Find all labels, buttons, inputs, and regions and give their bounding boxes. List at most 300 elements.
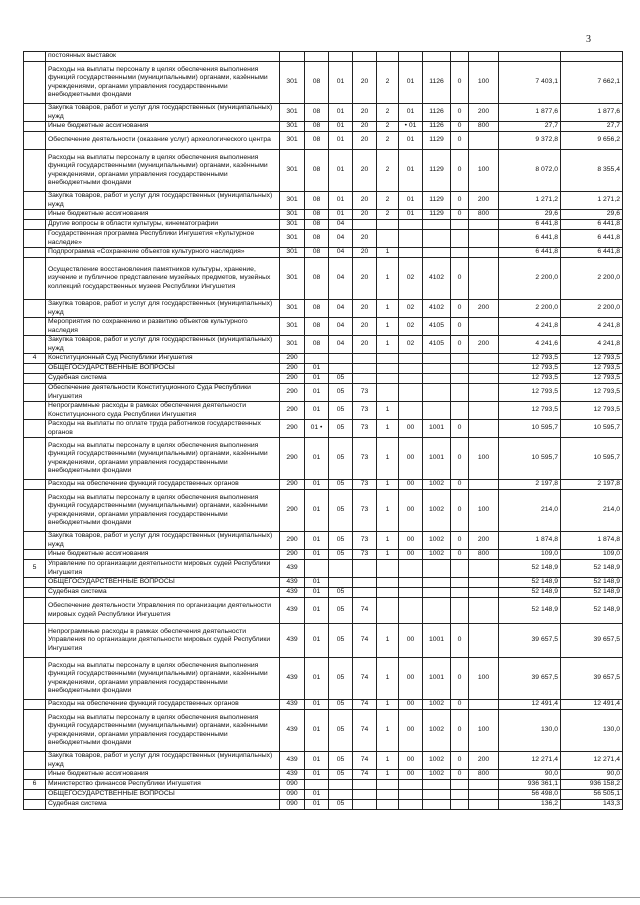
code-ministry: 439 — [280, 752, 305, 770]
amount-year-2: 12 793,5 — [561, 374, 623, 384]
code-section: 08 — [305, 300, 329, 318]
amount-year-1: 1 877,6 — [499, 104, 561, 122]
code-subsection: 05 — [329, 480, 353, 490]
code-direction — [423, 780, 451, 790]
row-number — [24, 700, 46, 710]
code-subprogram: 1 — [377, 700, 399, 710]
amount-year-2: 10 595,7 — [561, 438, 623, 480]
amount-year-2: 52 148,9 — [561, 578, 623, 588]
code-event — [399, 354, 423, 364]
row-number — [24, 438, 46, 480]
code-section: 01 — [305, 374, 329, 384]
table-row — [24, 52, 623, 62]
amount-year-1: 52 148,9 — [499, 578, 561, 588]
code-extra: 0 — [451, 550, 469, 560]
code-subsection: 01 — [329, 122, 353, 132]
code-extra — [451, 790, 469, 800]
amount-year-2: 52 148,9 — [561, 598, 623, 624]
code-subsection: 05 — [329, 420, 353, 438]
code-section: 01 — [305, 658, 329, 700]
amount-year-2: 10 595,7 — [561, 420, 623, 438]
code-event: 01 — [399, 104, 423, 122]
code-subprogram: 2 — [377, 150, 399, 192]
code-ministry: 301 — [280, 230, 305, 248]
code-subprogram — [377, 354, 399, 364]
amount-year-1: 10 595,7 — [499, 438, 561, 480]
code-direction: 1129 — [423, 150, 451, 192]
code-expense-type — [469, 318, 499, 336]
amount-year-2: 12 793,5 — [561, 354, 623, 364]
code-event: 01 — [399, 210, 423, 220]
code-subsection: 04 — [329, 248, 353, 258]
row-number — [24, 248, 46, 258]
code-ministry: 301 — [280, 62, 305, 104]
row-number — [24, 790, 46, 800]
code-subprogram: 1 — [377, 658, 399, 700]
row-name: ОБЩЕГОСУДАРСТВЕННЫЕ ВОПРОСЫ — [46, 790, 280, 800]
code-section — [305, 780, 329, 790]
code-subprogram — [377, 374, 399, 384]
amount-year-2: 39 657,5 — [561, 658, 623, 700]
code-extra: 0 — [451, 150, 469, 192]
code-extra: 0 — [451, 300, 469, 318]
code-event: 02 — [399, 300, 423, 318]
code-program: 74 — [353, 700, 377, 710]
amount-year-2: 143,3 — [561, 800, 623, 810]
code-extra: 0 — [451, 480, 469, 490]
code-program — [353, 578, 377, 588]
row-name: Расходы на выплаты персоналу в целях обеспечения выполнения функций государственными (муниципальными) органами, казёнными учреждениями, органами управления государственными внебюджетными фондами — [46, 710, 280, 752]
code-program: 20 — [353, 318, 377, 336]
code-section — [305, 52, 329, 62]
code-subsection — [329, 52, 353, 62]
code-extra — [451, 52, 469, 62]
amount-year-2: 90,0 — [561, 770, 623, 780]
amount-year-1: 6 441,8 — [499, 220, 561, 230]
code-program: 20 — [353, 248, 377, 258]
row-name: Расходы на выплаты персоналу в целях обеспечения выполнения функций государственными (муниципальными) органами, казёнными учреждениями, органами управления государственными внебюджетными фондами — [46, 658, 280, 700]
row-number — [24, 132, 46, 150]
row-name: Непрограммные расходы в рамках обеспечения деятельности Конституционного суда Республики Ингушетия — [46, 402, 280, 420]
code-program — [353, 800, 377, 810]
code-event — [399, 384, 423, 402]
code-expense-type: 200 — [469, 336, 499, 354]
code-subprogram: 2 — [377, 122, 399, 132]
code-ministry: 439 — [280, 710, 305, 752]
code-event: 00 — [399, 770, 423, 780]
amount-year-2: 12 793,5 — [561, 364, 623, 374]
code-extra: 0 — [451, 752, 469, 770]
code-expense-type — [469, 220, 499, 230]
code-expense-type: 100 — [469, 490, 499, 532]
row-number — [24, 52, 46, 62]
amount-year-1: 12 491,4 — [499, 700, 561, 710]
table-row — [24, 402, 623, 420]
code-expense-type — [469, 560, 499, 578]
code-subprogram: 2 — [377, 104, 399, 122]
row-name: Расходы на выплаты персоналу в целях обеспечения выполнения функций государственными (муниципальными) органами, казёнными учреждениями, органами управления государственными внебюджетными фондами — [46, 438, 280, 480]
table-row — [24, 532, 623, 550]
row-number — [24, 578, 46, 588]
code-expense-type — [469, 248, 499, 258]
code-expense-type — [469, 588, 499, 598]
table-row — [24, 374, 623, 384]
code-expense-type: 200 — [469, 752, 499, 770]
code-program: 20 — [353, 192, 377, 210]
amount-year-2: 130,0 — [561, 710, 623, 752]
code-ministry: 439 — [280, 700, 305, 710]
row-number — [24, 800, 46, 810]
code-subsection: 04 — [329, 318, 353, 336]
code-expense-type — [469, 364, 499, 374]
row-name: Государственная программа Республики Ингушетия «Культурное наследие» — [46, 230, 280, 248]
row-number — [24, 490, 46, 532]
row-number — [24, 230, 46, 248]
code-direction — [423, 248, 451, 258]
code-direction: 1129 — [423, 132, 451, 150]
code-ministry: 439 — [280, 578, 305, 588]
code-direction — [423, 790, 451, 800]
code-subsection: 01 — [329, 192, 353, 210]
code-section: 08 — [305, 62, 329, 104]
code-subsection: 05 — [329, 770, 353, 780]
code-event: 00 — [399, 752, 423, 770]
code-subprogram: 1 — [377, 258, 399, 300]
row-name: Мероприятия по сохранению и развитию объектов культурного наследия — [46, 318, 280, 336]
code-subprogram — [377, 560, 399, 578]
code-subsection: 05 — [329, 710, 353, 752]
code-ministry: 439 — [280, 658, 305, 700]
code-section: 01 — [305, 800, 329, 810]
row-number — [24, 62, 46, 104]
code-section: 08 — [305, 318, 329, 336]
table-row — [24, 658, 623, 700]
code-extra: 0 — [451, 318, 469, 336]
code-section: 08 — [305, 210, 329, 220]
code-event — [399, 578, 423, 588]
code-extra — [451, 220, 469, 230]
code-subprogram: 1 — [377, 624, 399, 658]
row-number — [24, 318, 46, 336]
code-expense-type — [469, 480, 499, 490]
code-event: 00 — [399, 700, 423, 710]
code-extra: 0 — [451, 132, 469, 150]
code-ministry: 301 — [280, 192, 305, 210]
code-ministry: 090 — [280, 790, 305, 800]
code-program — [353, 374, 377, 384]
code-expense-type: 200 — [469, 192, 499, 210]
code-subprogram — [377, 52, 399, 62]
code-section: 01 — [305, 438, 329, 480]
code-ministry: 290 — [280, 550, 305, 560]
page-number: 3 — [586, 34, 591, 45]
amount-year-2: 214,0 — [561, 490, 623, 532]
code-section: 08 — [305, 220, 329, 230]
row-name: Иные бюджетные ассигнования — [46, 550, 280, 560]
code-event: 00 — [399, 438, 423, 480]
code-subprogram — [377, 790, 399, 800]
code-program: 73 — [353, 384, 377, 402]
code-extra: 0 — [451, 62, 469, 104]
row-number — [24, 624, 46, 658]
row-name: Судебная система — [46, 588, 280, 598]
code-section: 08 — [305, 230, 329, 248]
amount-year-2: 6 441,8 — [561, 220, 623, 230]
code-extra — [451, 230, 469, 248]
table-row — [24, 490, 623, 532]
amount-year-2: 12 491,4 — [561, 700, 623, 710]
code-subprogram: 1 — [377, 710, 399, 752]
code-direction: 1126 — [423, 62, 451, 104]
table-row — [24, 104, 623, 122]
code-subsection: 05 — [329, 402, 353, 420]
code-event — [399, 230, 423, 248]
code-event: 01 — [399, 150, 423, 192]
amount-year-1 — [499, 52, 561, 62]
table-row — [24, 790, 623, 800]
code-direction — [423, 598, 451, 624]
amount-year-2: 2 200,0 — [561, 300, 623, 318]
amount-year-2: 12 793,5 — [561, 384, 623, 402]
row-number: 6 — [24, 780, 46, 790]
code-direction: 4105 — [423, 336, 451, 354]
code-subsection: 01 — [329, 210, 353, 220]
code-program: 20 — [353, 300, 377, 318]
row-number — [24, 710, 46, 752]
code-expense-type: 200 — [469, 532, 499, 550]
code-ministry: 301 — [280, 122, 305, 132]
code-event: 00 — [399, 658, 423, 700]
row-number — [24, 402, 46, 420]
amount-year-2: 52 148,9 — [561, 560, 623, 578]
code-direction: 1002 — [423, 752, 451, 770]
code-subsection: 05 — [329, 384, 353, 402]
code-subsection: 04 — [329, 336, 353, 354]
code-program: 20 — [353, 230, 377, 248]
code-event: 02 — [399, 318, 423, 336]
code-extra — [451, 248, 469, 258]
code-subsection: 05 — [329, 532, 353, 550]
code-direction — [423, 800, 451, 810]
row-number — [24, 752, 46, 770]
table-row — [24, 354, 623, 364]
code-extra: 0 — [451, 490, 469, 532]
row-number — [24, 258, 46, 300]
code-section — [305, 354, 329, 364]
page-bottom-rule — [0, 897, 640, 898]
code-subprogram: 1 — [377, 336, 399, 354]
code-direction — [423, 402, 451, 420]
code-event: 00 — [399, 532, 423, 550]
code-program: 73 — [353, 438, 377, 480]
code-ministry: 301 — [280, 300, 305, 318]
code-ministry: 290 — [280, 420, 305, 438]
amount-year-2: 109,0 — [561, 550, 623, 560]
amount-year-1: 6 441,8 — [499, 248, 561, 258]
row-number — [24, 104, 46, 122]
row-number — [24, 220, 46, 230]
code-section: 01 — [305, 578, 329, 588]
row-number — [24, 192, 46, 210]
row-name: Расходы на обеспечение функций государственных органов — [46, 700, 280, 710]
code-extra: 0 — [451, 104, 469, 122]
table-row — [24, 420, 623, 438]
amount-year-2: 52 148,9 — [561, 588, 623, 598]
code-subsection — [329, 560, 353, 578]
amount-year-1: 936 361,1 — [499, 780, 561, 790]
table-row — [24, 624, 623, 658]
code-section: 01 — [305, 490, 329, 532]
table-row — [24, 780, 623, 790]
code-ministry: 301 — [280, 150, 305, 192]
code-extra: 0 — [451, 658, 469, 700]
code-direction: 4102 — [423, 258, 451, 300]
code-subprogram: 2 — [377, 210, 399, 220]
row-number — [24, 210, 46, 220]
table-row — [24, 62, 623, 104]
code-expense-type — [469, 780, 499, 790]
row-number — [24, 122, 46, 132]
code-subprogram — [377, 220, 399, 230]
code-subprogram: 2 — [377, 62, 399, 104]
code-extra — [451, 800, 469, 810]
code-event: • 01 — [399, 122, 423, 132]
amount-year-1: 12 793,5 — [499, 402, 561, 420]
code-expense-type — [469, 402, 499, 420]
code-expense-type — [469, 230, 499, 248]
code-ministry: 290 — [280, 532, 305, 550]
code-section: 01 — [305, 752, 329, 770]
budget-table — [23, 51, 623, 810]
amount-year-2: 27,7 — [561, 122, 623, 132]
code-section: 01 • — [305, 420, 329, 438]
code-ministry — [280, 52, 305, 62]
code-section: 01 — [305, 770, 329, 780]
code-section: 08 — [305, 258, 329, 300]
row-name: Расходы на выплаты персоналу в целях обеспечения выполнения функций государственными (муниципальными) органами, казёнными учреждениями, органами управления государственными внебюджетными фондами — [46, 490, 280, 532]
amount-year-2: 12 271,4 — [561, 752, 623, 770]
code-subprogram — [377, 384, 399, 402]
code-direction — [423, 230, 451, 248]
code-expense-type: 100 — [469, 710, 499, 752]
code-subsection: 04 — [329, 300, 353, 318]
amount-year-2: 2 197,8 — [561, 480, 623, 490]
code-subsection: 05 — [329, 438, 353, 480]
code-direction: 1001 — [423, 658, 451, 700]
row-name: Иные бюджетные ассигнования — [46, 210, 280, 220]
row-name: Закупка товаров, работ и услуг для государственных (муниципальных) нужд — [46, 104, 280, 122]
row-name: Управление по организации деятельности мировых судей Республики Ингушетия — [46, 560, 280, 578]
row-name: Расходы на обеспечение функций государственных органов — [46, 480, 280, 490]
code-ministry: 301 — [280, 104, 305, 122]
code-program: 20 — [353, 104, 377, 122]
row-name: Обеспечение деятельности Конституционного Суда Республики Ингушетия — [46, 384, 280, 402]
code-section — [305, 560, 329, 578]
code-subprogram: 1 — [377, 438, 399, 480]
code-ministry: 290 — [280, 374, 305, 384]
code-extra: 0 — [451, 258, 469, 300]
row-name: ОБЩЕГОСУДАРСТВЕННЫЕ ВОПРОСЫ — [46, 364, 280, 374]
code-subprogram — [377, 598, 399, 624]
code-subsection: 05 — [329, 588, 353, 598]
amount-year-1: 8 072,0 — [499, 150, 561, 192]
code-ministry: 301 — [280, 248, 305, 258]
code-subsection — [329, 354, 353, 364]
code-program: 74 — [353, 752, 377, 770]
amount-year-1: 1 271,2 — [499, 192, 561, 210]
amount-year-2: 29,6 — [561, 210, 623, 220]
code-subprogram — [377, 588, 399, 598]
code-expense-type: 200 — [469, 300, 499, 318]
code-subprogram: 1 — [377, 480, 399, 490]
code-expense-type: 100 — [469, 438, 499, 480]
row-name: ОБЩЕГОСУДАРСТВЕННЫЕ ВОПРОСЫ — [46, 578, 280, 588]
code-direction: 1001 — [423, 438, 451, 480]
code-direction: 1002 — [423, 710, 451, 752]
code-program: 74 — [353, 770, 377, 780]
code-event: 00 — [399, 624, 423, 658]
amount-year-1: 1 874,8 — [499, 532, 561, 550]
code-event — [399, 402, 423, 420]
code-event: 00 — [399, 480, 423, 490]
code-expense-type — [469, 790, 499, 800]
code-ministry: 439 — [280, 598, 305, 624]
code-event: 00 — [399, 490, 423, 532]
code-subprogram: 1 — [377, 550, 399, 560]
amount-year-2: 1 874,8 — [561, 532, 623, 550]
code-subsection — [329, 790, 353, 800]
code-expense-type — [469, 624, 499, 658]
amount-year-1: 27,7 — [499, 122, 561, 132]
amount-year-1: 12 793,5 — [499, 384, 561, 402]
code-ministry: 439 — [280, 560, 305, 578]
code-extra: 0 — [451, 624, 469, 658]
amount-year-2: 1 271,2 — [561, 192, 623, 210]
table-row — [24, 550, 623, 560]
code-program: 73 — [353, 480, 377, 490]
code-event — [399, 374, 423, 384]
code-section: 01 — [305, 700, 329, 710]
code-extra: 0 — [451, 336, 469, 354]
amount-year-1: 2 200,0 — [499, 258, 561, 300]
code-subprogram — [377, 230, 399, 248]
code-event: 01 — [399, 192, 423, 210]
amount-year-2: 8 355,4 — [561, 150, 623, 192]
code-subsection: 04 — [329, 230, 353, 248]
code-ministry: 290 — [280, 364, 305, 374]
amount-year-1: 214,0 — [499, 490, 561, 532]
code-subprogram — [377, 800, 399, 810]
code-direction — [423, 560, 451, 578]
code-program: 74 — [353, 598, 377, 624]
row-name: Закупка товаров, работ и услуг для государственных (муниципальных) нужд — [46, 300, 280, 318]
code-section: 08 — [305, 336, 329, 354]
amount-year-1: 136,2 — [499, 800, 561, 810]
row-number: 5 — [24, 560, 46, 578]
code-ministry: 290 — [280, 354, 305, 364]
row-name: Расходы на выплаты персоналу в целях обеспечения выполнения функций государственными (муниципальными) органами, казёнными учреждениями, органами управления государственными внебюджетными фондами — [46, 150, 280, 192]
amount-year-2: 9 656,2 — [561, 132, 623, 150]
row-number — [24, 588, 46, 598]
amount-year-2: 4 241,8 — [561, 336, 623, 354]
code-extra: 0 — [451, 710, 469, 752]
row-number — [24, 364, 46, 374]
code-subsection — [329, 364, 353, 374]
code-subsection: 01 — [329, 62, 353, 104]
code-extra: 0 — [451, 532, 469, 550]
code-ministry: 301 — [280, 258, 305, 300]
amount-year-2: 4 241,8 — [561, 318, 623, 336]
